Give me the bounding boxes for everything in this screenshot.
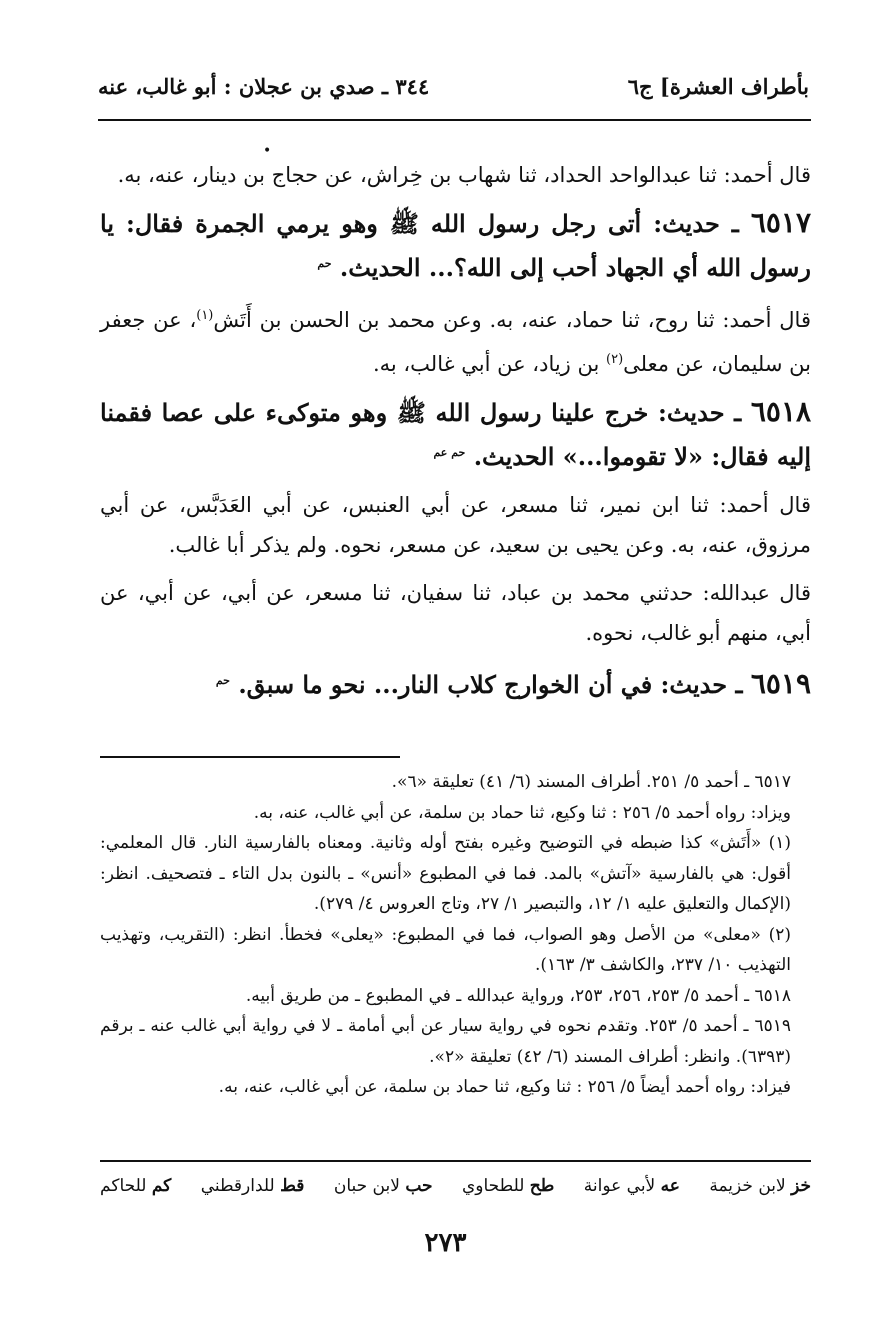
header-book-title: بأطراف العشرة] ج٦ (627, 73, 809, 99)
hadith-text: ـ حديث: خرج علينا رسول الله ﷺ وهو متوكىء على عصا فقمنا إليه فقال: «لا تقوموا...» الحديث. (100, 398, 811, 471)
isnad-paragraph-1: قال أحمد: ثنا عبدالواحد الحداد، ثنا شهاب بن خِراش، عن حجاج بن دينار، عنه، به. (117, 163, 811, 187)
sigla-item: خز لابن خزيمة (709, 1176, 811, 1196)
isnad-text: ، عن جعفر بن سليمان، عن معلى (100, 308, 811, 376)
sigla-item: حب لابن حبان (333, 1176, 433, 1196)
hadith-text: ـ حديث: في أن الخوارج كلاب النار... نحو ما سبق. (238, 670, 743, 699)
footnotes (100, 767, 811, 1103)
sigla-item: طح للطحاوي (461, 1176, 555, 1196)
isnad-paragraph-3: قال أحمد: ثنا ابن نمير، ثنا مسعر، عن أبي العنبس، عن أبي العَدَبَّس، عن أبي مرزوق، عنه، به. وعن يحيى بن سعيد، عن مسعر، نحوه. ولم يذكر أبا غالب. (100, 493, 811, 557)
footnote: فيزاد: رواه أحمد أيضاً ٥/ ٢٥٦ : ثنا وكيع، ثنا حماد بن سلمة، عن أبي غالب، عنه، به. (218, 1077, 791, 1097)
sigla-item: قط للدارقطني (200, 1176, 305, 1196)
hadith-6518 (100, 392, 811, 477)
isnad-paragraph-4: قال عبدالله: حدثني محمد بن عباد، ثنا سفيان، ثنا مسعر، عن أبي، عن أبي، عن أبي، منهم أبو غالب، نحوه. (100, 581, 811, 645)
isnad-text: قال أحمد: ثنا روح، ثنا حماد، عنه، به. وعن محمد بن الحسن بن أَتَش (213, 308, 811, 332)
footnote: (٢) «معلى» من الأصل وهو الصواب، فما في المطبوع: «يعلى» فخطأ. انظر: (التقريب، وتهذيب التهذيب ١٠/ ٢٣٧، والكاشف ٣/ ١٦٣). (100, 924, 791, 975)
hadith-number: ٦٥١٧ (750, 206, 811, 239)
isnad-text: بن زياد، عن أبي غالب، به. (372, 352, 607, 376)
footnote: ٦٥١٧ ـ أحمد ٥/ ٢٥١. أطراف المسند (٦/ ٤١) تعليقة «٦». (391, 772, 791, 792)
footnote-rule (100, 756, 400, 758)
page-number: ٢٧٣ (424, 1228, 467, 1258)
main-text (100, 155, 811, 713)
header-section-title: ٣٤٤ ـ صدي بن عجلان : أبو غالب، عنه (98, 73, 430, 99)
footnote: ٦٥١٨ ـ أحمد ٥/ ٢٥٣، ٢٥٦، ٢٥٣، ورواية عبدالله ـ في المطبوع ـ من طريق أبيه. (245, 985, 791, 1006)
sigla-item: عه لأبي عوانة (583, 1176, 680, 1196)
sigla-rule (100, 1160, 811, 1162)
source-mark: حم (215, 674, 230, 687)
running-header (98, 66, 809, 106)
hadith-6519 (100, 661, 811, 705)
source-mark: حم (317, 257, 332, 270)
header-rule (98, 119, 811, 121)
isnad-paragraph-2 (100, 296, 811, 384)
hadith-number: ٦٥١٩ (750, 667, 811, 700)
sigla-item: كم للحاكم (100, 1176, 172, 1196)
source-mark: حم عم (433, 446, 466, 459)
hadith-number: ٦٥١٨ (750, 395, 812, 428)
sigla-legend (100, 1176, 811, 1196)
footnote-ref-1: (١) (196, 308, 214, 323)
footnote: (١) «أَتَش» كذا ضبطه في التوضيح وغيره بفتح أوله وثانية. ومعناه بالفارسية النار. قال المعلمي: أقول: هي بالفارسية «آتش» بالمد. فما في المطبوع «أنس» ـ بالنون بدل التاء ـ فتصحيف. انظر: (الإكمال والتعليق عليه ١/ ١٢، والتبصير ١/ ٢٧، وتاج العروس ٤/ ٢٧٩). (100, 833, 791, 914)
hadith-text: ـ حديث: أتى رجل رسول الله ﷺ وهو يرمي الجمرة فقال: يا رسول الله أي الجهاد أحب إلى الله؟... الحديث. (100, 209, 811, 282)
decorative-dot: • (263, 143, 272, 159)
footnote: ويزاد: رواه أحمد ٥/ ٢٥٦ : ثنا وكيع، ثنا حماد بن سلمة، عن أبي غالب، عنه، به. (253, 802, 791, 823)
hadith-6517 (100, 203, 811, 288)
footnote-ref-2: (٢) (606, 352, 624, 367)
footnote: ٦٥١٩ ـ أحمد ٥/ ٢٥٣. وتقدم نحوه في رواية سيار عن أبي أمامة ـ لا في رواية أبي غالب عنه ـ برقم (٦٣٩٣). وانظر: أطراف المسند (٦/ ٤٢) تعليقة «٢». (100, 1016, 791, 1067)
